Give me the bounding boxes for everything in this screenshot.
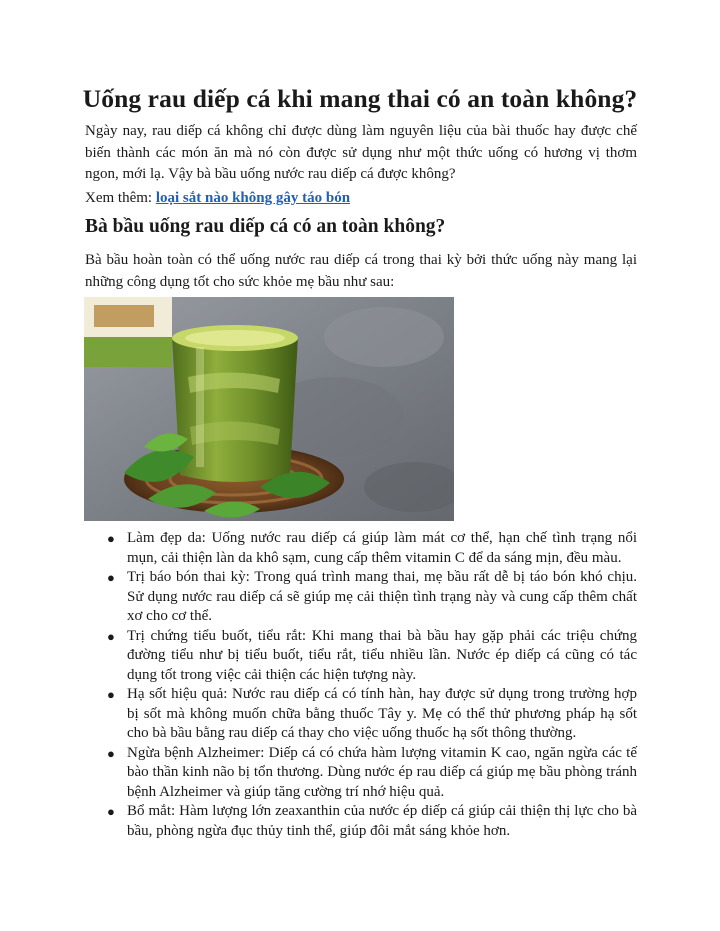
list-item-text: Làm đẹp da: Uống nước rau diếp cá giúp làm mát cơ thể, hạn chế tình trạng nổi mụn, cải thiện làn da khô sạm, cung cấp thêm vitamin C để da sáng mịn, đều màu. xyxy=(127,530,637,566)
list-item-text: Ngừa bệnh Alzheimer: Diếp cá có chứa hàm lượng vitamin K cao, ngăn ngừa các tế bào thần kinh não bị tổn thương. Dùng nước ép rau diếp cá giúp mẹ bầu phòng tránh bệnh Alzheimer và giúp tăng cường trí nhớ hiệu quả. xyxy=(127,744,637,800)
list-item-text: Trị chứng tiểu buốt, tiểu rắt: Khi mang thai bà bầu hay gặp phải các triệu chứng đường tiểu như bị tiểu buốt, tiểu rắt, tiểu nhiều lần. Nước ép diếp cá cũng có tác dụng tốt trong việc cải thiện các hiện tượng này. xyxy=(127,627,637,683)
see-also-link[interactable]: loại sắt nào không gây táo bón xyxy=(155,190,351,206)
juice-photo-illustration xyxy=(84,297,454,521)
bullet-icon: ● xyxy=(107,745,115,761)
list-item xyxy=(85,627,637,686)
benefits-list xyxy=(85,529,637,841)
bullet-icon: ● xyxy=(107,804,115,819)
section-intro-paragraph: Bà bầu hoàn toàn có thể uống nước rau diếp cá trong thai kỳ bởi thức uống này mang lại những công dụng tốt cho sức khỏe mẹ bầu như sau: xyxy=(85,252,637,290)
section-heading: Bà bầu uống rau diếp cá có an toàn không? xyxy=(85,216,446,237)
list-item xyxy=(85,529,637,568)
bullet-icon: ● xyxy=(107,570,115,585)
list-item-text: Hạ sốt hiệu quả: Nước rau diếp cá có tính hàn, hay được sử dụng trong trường hợp bị sốt mà không muốn chữa bằng thuốc Tây y. Mẹ có thể thử phương pháp hạ sốt cho bà bầu bằng rau diếp cá thay cho việc uống thuốc hạ sốt thông thường. xyxy=(127,686,637,741)
intro-paragraph: Ngày nay, rau diếp cá không chỉ được dùng làm nguyên liệu của bài thuốc hay được chế biến thành các món ăn mà nó còn được sử dụng như một thức uống có hương vị thơm ngon, mới lạ. Vậy bà bầu uống nước rau diếp cá được không? xyxy=(85,123,637,182)
list-item xyxy=(85,802,637,841)
bullet-icon: ● xyxy=(107,687,115,702)
see-also-line xyxy=(85,188,637,210)
page-title: Uống rau diếp cá khi mang thai có an toàn không? xyxy=(82,84,638,113)
list-item-text: Bổ mắt: Hàm lượng lớn zeaxanthin của nước ép diếp cá giúp cải thiện thị lực cho bà bầu, phòng ngừa đục thủy tinh thể, giúp đôi mắt sáng khỏe hơn. xyxy=(127,803,637,839)
list-item-text: Trị báo bón thai kỳ: Trong quá trình mang thai, mẹ bầu rất dễ bị táo bón khó chịu. Sử dụng nước rau diếp cá sẽ giúp mẹ cải thiện tình trạng này và cung cấp thêm chất xơ cho cơ thể. xyxy=(127,569,637,624)
bullet-icon: ● xyxy=(107,531,115,546)
list-item xyxy=(85,568,637,627)
list-item xyxy=(85,744,637,803)
see-also-label: Xem thêm: xyxy=(85,190,156,206)
bullet-icon: ● xyxy=(107,628,115,644)
juice-photo xyxy=(84,297,454,521)
list-item xyxy=(85,685,637,744)
